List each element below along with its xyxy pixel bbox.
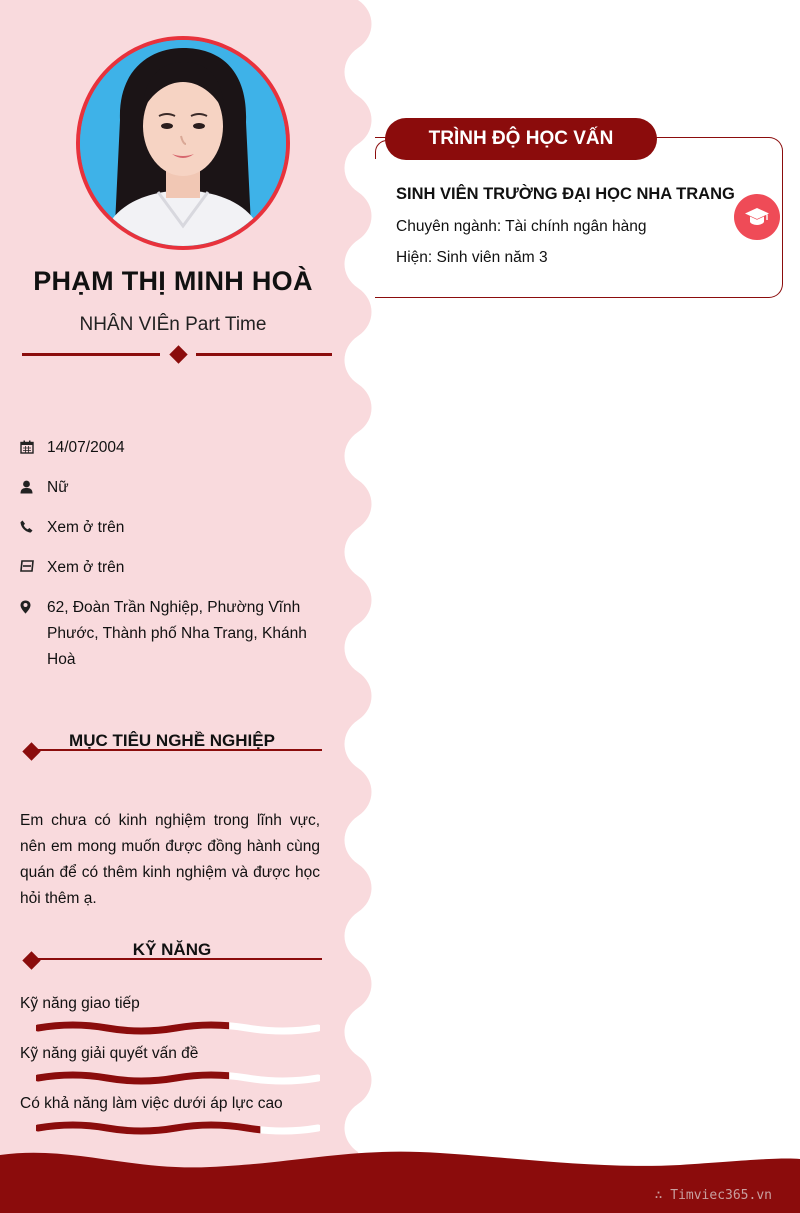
watermark: ∴ Timviec365.vn	[654, 1188, 772, 1203]
name-divider	[22, 345, 332, 365]
gender-value: Nữ	[47, 479, 69, 496]
skill-item	[20, 1095, 320, 1113]
user-icon	[20, 479, 47, 501]
skill-bar	[36, 1071, 320, 1085]
skill-bar	[36, 1121, 320, 1135]
birthday-row	[20, 439, 125, 461]
skill-bar	[36, 1021, 320, 1035]
education-major: Chuyên ngành: Tài chính ngân hàng	[396, 218, 647, 235]
calendar-icon	[20, 439, 47, 461]
job-title: NHÂN VIÊn Part Time	[79, 314, 267, 335]
portrait-illustration	[80, 40, 286, 246]
location-pin-icon	[20, 599, 47, 673]
phone-row	[20, 519, 124, 541]
education-status: Hiện: Sinh viên năm 3	[396, 249, 548, 266]
skill-label: Kỹ năng giải quyết vấn đề	[20, 1045, 199, 1062]
birthday-value: 14/07/2004	[47, 439, 125, 456]
candidate-name: PHẠM THỊ MINH HOÀ	[33, 266, 313, 296]
email-row	[20, 559, 124, 581]
phone-icon	[20, 519, 47, 541]
address-row	[20, 599, 317, 673]
objective-text: Em chưa có kinh nghiệm trong lĩnh vực, nên em mong muốn được đồng hành cùng quán để có thêm kinh nghiệm và được học hỏi thêm ạ.	[20, 812, 320, 907]
objective-title: MỤC TIÊU NGHỀ NGHIỆP	[69, 731, 275, 750]
gender-row	[20, 479, 69, 501]
education-school: SINH VIÊN TRƯỜNG ĐẠI HỌC NHA TRANG	[396, 185, 735, 203]
objective-heading	[22, 731, 322, 755]
skills-title: KỸ NĂNG	[132, 940, 212, 959]
skill-item	[20, 995, 320, 1013]
phone-value: Xem ở trên	[47, 519, 125, 536]
skill-label: Có khả năng làm việc dưới áp lực cao	[20, 1095, 283, 1112]
skill-label: Kỹ năng giao tiếp	[20, 995, 140, 1012]
email-icon	[20, 559, 47, 581]
skills-heading	[22, 940, 322, 964]
profile-photo	[76, 36, 290, 250]
graduation-cap-icon	[734, 194, 780, 240]
email-value: Xem ở trên	[47, 559, 125, 576]
skill-item	[20, 1045, 320, 1063]
address-value: 62, Đoàn Trần Nghiệp, Phường Vĩnh Phước, Thành phố Nha Trang, Khánh Hoà	[47, 599, 307, 668]
education-title: TRÌNH ĐỘ HỌC VẤN	[385, 118, 657, 160]
